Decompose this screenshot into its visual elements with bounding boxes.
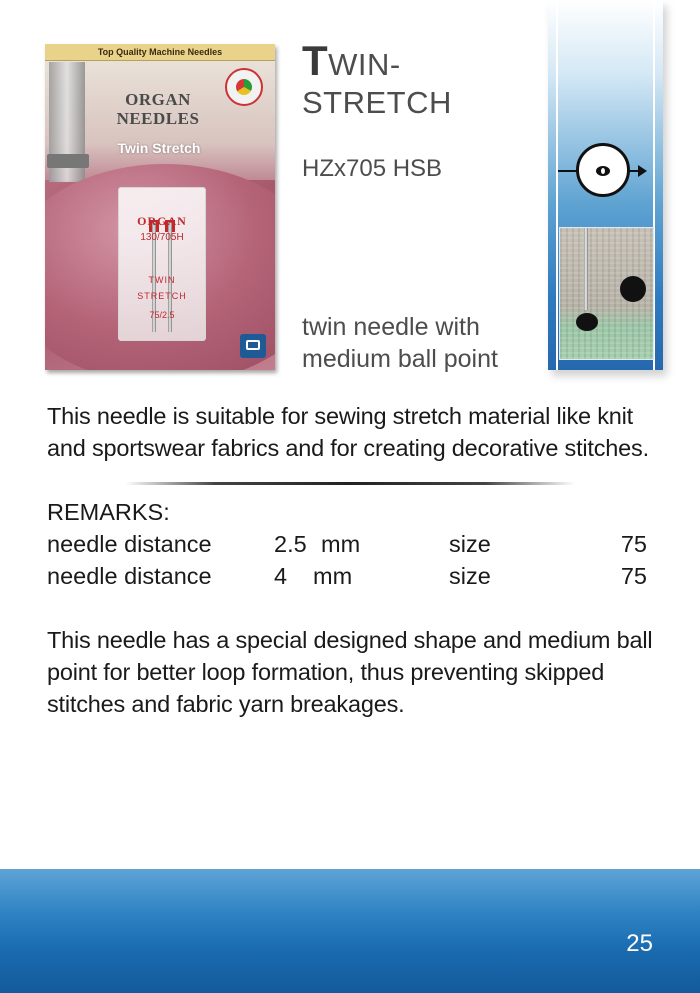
strip-border-line bbox=[556, 0, 558, 370]
machine-icon bbox=[246, 340, 260, 350]
title-line2: STRETCH bbox=[302, 85, 452, 120]
description-paragraph: This needle has a special designed shape and medium ball point for better loop formation, thus preventing skipped stitches and fabric yarn breakages. bbox=[47, 627, 653, 717]
blister-size: 75/2.5 bbox=[149, 310, 175, 320]
needle-package-image bbox=[45, 44, 275, 370]
blister-type bbox=[119, 272, 205, 304]
remark-row bbox=[47, 560, 647, 592]
seal-center-icon bbox=[236, 79, 252, 95]
subtitle-line2: medium ball point bbox=[302, 345, 498, 373]
blister-type-line1: TWIN bbox=[148, 275, 176, 285]
intro-paragraph: This needle is suitable for sewing stretch material like knit and sportswear fabrics and for creating decorative stitches. bbox=[47, 403, 649, 461]
subtitle-line1: twin needle with bbox=[302, 313, 480, 341]
remark-distance: 4 bbox=[274, 563, 288, 589]
remark-label: needle distance bbox=[47, 563, 212, 589]
remark-unit bbox=[321, 528, 360, 560]
title-initial: T bbox=[302, 37, 329, 84]
package-product-name: Twin Stretch bbox=[117, 140, 201, 156]
quality-seal-icon bbox=[225, 68, 263, 106]
blister-type-line2: STRETCH bbox=[137, 291, 187, 301]
needle-point-icon bbox=[620, 276, 646, 302]
remarks-heading: REMARKS: bbox=[47, 499, 170, 525]
blister-brand: ORGAN bbox=[137, 214, 187, 228]
needle-code: HZx705 HSB bbox=[302, 155, 443, 182]
presser-foot-graphic bbox=[47, 154, 89, 168]
package-brand-line2: NEEDLES bbox=[116, 109, 200, 128]
remark-row bbox=[47, 528, 647, 560]
remark-size-value: 75 bbox=[620, 563, 647, 589]
title-line1-rest: WIN- bbox=[328, 47, 401, 82]
section-divider bbox=[125, 482, 575, 485]
needle-subtitle bbox=[302, 311, 542, 375]
remark-label: needle distance bbox=[47, 531, 212, 557]
remark-unit bbox=[313, 560, 352, 592]
needle-point-strip bbox=[548, 0, 663, 370]
fabric-penetration-image bbox=[559, 227, 654, 360]
page-footer-band bbox=[0, 869, 700, 993]
needle-eye-cross-section bbox=[596, 166, 610, 176]
remark-distance: 2.5 bbox=[274, 531, 307, 557]
remark-size-label: size bbox=[449, 531, 491, 557]
needle-point-icon bbox=[576, 313, 598, 331]
page-title bbox=[302, 37, 542, 122]
package-brand bbox=[103, 90, 213, 128]
remark-unit-text: mm bbox=[321, 531, 361, 557]
needle-blister bbox=[118, 187, 206, 341]
package-brand-line1: ORGAN bbox=[125, 90, 191, 109]
remark-size-value: 75 bbox=[620, 531, 647, 557]
page-number: 25 bbox=[626, 930, 653, 957]
arrow-right-icon bbox=[638, 165, 647, 177]
remark-size-label: size bbox=[449, 563, 491, 589]
blister-code: 130/705H bbox=[140, 232, 184, 243]
remark-unit-text: mm bbox=[313, 563, 353, 589]
sewing-machine-badge-icon bbox=[240, 334, 266, 358]
needle-eye-icon bbox=[576, 143, 630, 197]
package-top-banner: Top Quality Machine Needles bbox=[45, 44, 275, 61]
needle-icon bbox=[584, 228, 588, 310]
